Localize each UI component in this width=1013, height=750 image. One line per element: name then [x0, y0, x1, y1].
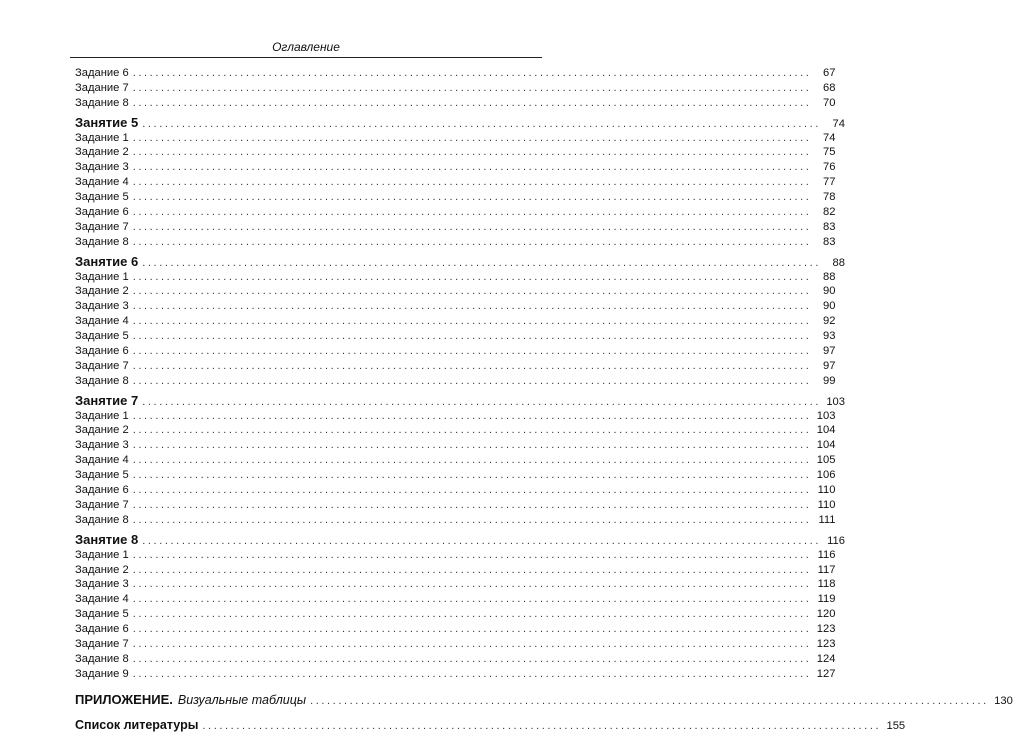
- entry-page: 120: [816, 608, 836, 621]
- entry-page: 123: [816, 637, 836, 650]
- toc-entry[interactable]: [75, 438, 836, 453]
- dot-leader: ........................................................................................................................: [142, 395, 821, 408]
- entry-label: Задание 7: [75, 359, 129, 372]
- toc-entry[interactable]: [75, 453, 836, 468]
- entry-label: Задание 2: [75, 146, 129, 159]
- dot-leader: ........................................................................................................................: [132, 484, 812, 497]
- entry-page: 103: [816, 409, 836, 422]
- dot-leader: ........................................................................................................................: [132, 359, 812, 372]
- toc-bibliography-entry[interactable]: [75, 717, 906, 734]
- entry-page: 68: [823, 81, 836, 94]
- dot-leader: ........................................................................................................................: [132, 593, 812, 606]
- dot-leader: ........................................................................................................................: [202, 719, 882, 732]
- entry-label: Задание 6: [75, 206, 129, 219]
- entry-page: 92: [823, 315, 836, 328]
- toc-section-heading[interactable]: [75, 114, 845, 131]
- dot-leader: ........................................................................................................................: [132, 220, 812, 233]
- toc-entry[interactable]: [75, 409, 836, 424]
- entry-page: 124: [816, 652, 836, 665]
- entry-page: 75: [823, 146, 836, 159]
- toc-entry[interactable]: [75, 548, 836, 563]
- entry-page: 90: [823, 285, 836, 298]
- entry-label: Задание 6: [75, 67, 129, 79]
- toc-entry[interactable]: [75, 220, 836, 235]
- entry-label: Задание 3: [75, 439, 129, 452]
- toc-entry[interactable]: [75, 66, 836, 81]
- entry-page: 67: [823, 67, 836, 79]
- toc-entry[interactable]: [75, 131, 836, 146]
- entry-label: Задание 9: [75, 667, 129, 680]
- dot-leader: ........................................................................................................................: [132, 96, 812, 109]
- entry-label: Задание 8: [75, 374, 129, 387]
- entry-page: 117: [817, 563, 836, 576]
- appendix-subtitle: Визуальные таблицы: [177, 692, 307, 707]
- entry-label: Задание 4: [75, 593, 129, 606]
- entry-page: 83: [823, 220, 836, 233]
- section-page: 116: [827, 534, 845, 547]
- entry-page: 127: [816, 667, 836, 680]
- toc-appendix-entry[interactable]: [75, 691, 1013, 708]
- toc-entry[interactable]: [75, 160, 836, 175]
- entry-page: 119: [817, 593, 836, 606]
- entry-label: Задание 5: [75, 469, 129, 482]
- toc-entry[interactable]: [75, 498, 836, 513]
- section-page: 103: [826, 395, 845, 408]
- dot-leader: ........................................................................................................................: [132, 608, 812, 621]
- entry-page: 82: [823, 206, 836, 219]
- appendix-page: 130: [994, 694, 1013, 707]
- dot-leader: ........................................................................................................................: [132, 439, 812, 452]
- entry-page: 70: [823, 96, 836, 109]
- entry-label: Задание 3: [75, 300, 129, 313]
- toc-entry[interactable]: [75, 314, 836, 329]
- entry-page: 116: [817, 548, 836, 561]
- toc-section-heading[interactable]: [75, 392, 845, 409]
- entry-label: Задание 4: [75, 454, 129, 467]
- entry-label: Задание 8: [75, 513, 129, 526]
- dot-leader: ........................................................................................................................: [132, 176, 812, 189]
- entry-page: 110: [817, 498, 836, 511]
- entry-page: 74: [823, 131, 836, 144]
- dot-leader: ........................................................................................................................: [132, 667, 812, 680]
- section-label: Занятие 8: [75, 531, 139, 547]
- section-label: Занятие 5: [75, 114, 139, 130]
- toc-entry[interactable]: [75, 81, 836, 96]
- dot-leader: ........................................................................................................................: [132, 161, 812, 174]
- dot-leader: ........................................................................................................................: [132, 285, 812, 298]
- toc-entry[interactable]: [75, 652, 836, 667]
- entry-label: Задание 5: [75, 191, 129, 204]
- toc-entry[interactable]: [75, 577, 836, 592]
- toc-entry[interactable]: [75, 299, 836, 314]
- toc-entry[interactable]: [75, 423, 836, 438]
- entry-label: Задание 7: [75, 81, 129, 94]
- toc-entry[interactable]: [75, 359, 836, 374]
- entry-label: Задание 7: [75, 498, 129, 511]
- dot-leader: ........................................................................................................................: [132, 67, 812, 79]
- entry-page: 104: [816, 439, 836, 452]
- dot-leader: ........................................................................................................................: [132, 498, 812, 511]
- dot-leader: ........................................................................................................................: [132, 374, 812, 387]
- toc-entry[interactable]: [75, 175, 836, 190]
- dot-leader: ........................................................................................................................: [142, 117, 821, 130]
- dot-leader: ........................................................................................................................: [132, 81, 812, 94]
- toc-entry[interactable]: [75, 145, 836, 160]
- toc-entry[interactable]: [75, 607, 836, 622]
- dot-leader: ........................................................................................................................: [132, 563, 812, 576]
- dot-leader: ........................................................................................................................: [132, 206, 812, 219]
- dot-leader: ........................................................................................................................: [132, 513, 812, 526]
- toc-entry[interactable]: [75, 622, 836, 637]
- entry-page: 104: [816, 424, 836, 437]
- entry-page: 93: [823, 330, 836, 343]
- entry-label: Задание 1: [75, 270, 129, 283]
- toc-section-heading[interactable]: [75, 253, 845, 270]
- entry-label: Задание 1: [75, 131, 129, 144]
- dot-leader: ........................................................................................................................: [132, 454, 812, 467]
- toc-entry[interactable]: [75, 483, 836, 498]
- entry-label: Задание 5: [75, 608, 129, 621]
- dot-leader: ........................................................................................................................: [132, 191, 812, 204]
- entry-page: 88: [823, 270, 836, 283]
- dot-leader: ........................................................................................................................: [132, 146, 812, 159]
- dot-leader: ........................................................................................................................: [132, 652, 812, 665]
- bibliography-label: Список литературы: [75, 717, 199, 732]
- toc-entry[interactable]: [75, 563, 836, 578]
- dot-leader: ........................................................................................................................: [132, 345, 812, 358]
- entry-label: Задание 2: [75, 285, 129, 298]
- running-header: Оглавление: [272, 40, 340, 54]
- entry-page: 97: [823, 345, 836, 358]
- entry-label: Задание 5: [75, 330, 129, 343]
- entry-label: Задание 8: [75, 235, 129, 248]
- section-page: 74: [832, 117, 845, 130]
- entry-label: Задание 6: [75, 484, 129, 497]
- toc-entry[interactable]: [75, 329, 836, 344]
- dot-leader: ........................................................................................................................: [132, 131, 812, 144]
- entry-page: 90: [823, 300, 836, 313]
- entry-page: 123: [816, 623, 836, 636]
- entry-page: 97: [823, 359, 836, 372]
- dot-leader: ........................................................................................................................: [132, 235, 812, 248]
- toc-entry[interactable]: [75, 637, 836, 652]
- dot-leader: ........................................................................................................................: [132, 424, 812, 437]
- toc-entry[interactable]: [75, 344, 836, 359]
- toc-section-heading[interactable]: [75, 531, 845, 548]
- dot-leader: ........................................................................................................................: [132, 578, 812, 591]
- toc-entry[interactable]: [75, 513, 836, 528]
- entry-page: 83: [823, 235, 836, 248]
- entry-page: 118: [817, 578, 836, 591]
- entry-label: Задание 8: [75, 96, 129, 109]
- dot-leader: ........................................................................................................................: [132, 300, 812, 313]
- entry-label: Задание 6: [75, 623, 129, 636]
- entry-label: Задание 2: [75, 563, 129, 576]
- section-label: Занятие 7: [75, 392, 139, 408]
- entry-label: Задание 2: [75, 424, 129, 437]
- dot-leader: ........................................................................................................................: [132, 637, 812, 650]
- toc-entry[interactable]: [75, 270, 836, 285]
- toc-entry[interactable]: [75, 205, 836, 220]
- entry-label: Задание 7: [75, 220, 129, 233]
- entry-page: 99: [823, 374, 836, 387]
- entry-label: Задание 4: [75, 176, 129, 189]
- toc-entry[interactable]: [75, 667, 836, 682]
- dot-leader: ........................................................................................................................: [132, 270, 812, 283]
- entry-label: Задание 3: [75, 578, 129, 591]
- dot-leader: ........................................................................................................................: [142, 534, 821, 547]
- entry-label: Задание 8: [75, 652, 129, 665]
- toc-entry[interactable]: [75, 374, 836, 389]
- entry-label: Задание 4: [75, 315, 129, 328]
- entry-page: 105: [816, 454, 836, 467]
- entry-label: Задание 1: [75, 409, 129, 422]
- dot-leader: ........................................................................................................................: [132, 469, 812, 482]
- entry-label: Задание 6: [75, 345, 129, 358]
- dot-leader: ........................................................................................................................: [132, 315, 812, 328]
- entry-label: Задание 3: [75, 161, 129, 174]
- dot-leader: ........................................................................................................................: [142, 256, 821, 269]
- toc-entry[interactable]: [75, 235, 836, 250]
- toc-entry[interactable]: [75, 190, 836, 205]
- entry-page: 76: [823, 161, 836, 174]
- entry-page: 110: [817, 484, 836, 497]
- header-rule: [70, 57, 542, 58]
- entry-page: 77: [823, 176, 836, 189]
- appendix-label: ПРИЛОЖЕНИЕ.: [75, 691, 173, 707]
- bibliography-page: 155: [886, 719, 906, 732]
- dot-leader: ........................................................................................................................: [132, 623, 812, 636]
- dot-leader: ........................................................................................................................: [310, 694, 989, 707]
- entry-page: 78: [823, 191, 836, 204]
- entry-label: Задание 1: [75, 548, 129, 561]
- dot-leader: ........................................................................................................................: [132, 548, 812, 561]
- dot-leader: ........................................................................................................................: [132, 409, 812, 422]
- section-page: 88: [832, 256, 845, 269]
- toc-entry[interactable]: [75, 592, 836, 607]
- entry-page: 111: [818, 513, 836, 526]
- entry-page: 106: [816, 469, 836, 482]
- toc-entry[interactable]: [75, 284, 836, 299]
- toc-entry[interactable]: [75, 96, 836, 111]
- toc-entry[interactable]: [75, 468, 836, 483]
- entry-label: Задание 7: [75, 637, 129, 650]
- table-of-contents: [75, 66, 1013, 734]
- dot-leader: ........................................................................................................................: [132, 330, 812, 343]
- section-label: Занятие 6: [75, 253, 139, 269]
